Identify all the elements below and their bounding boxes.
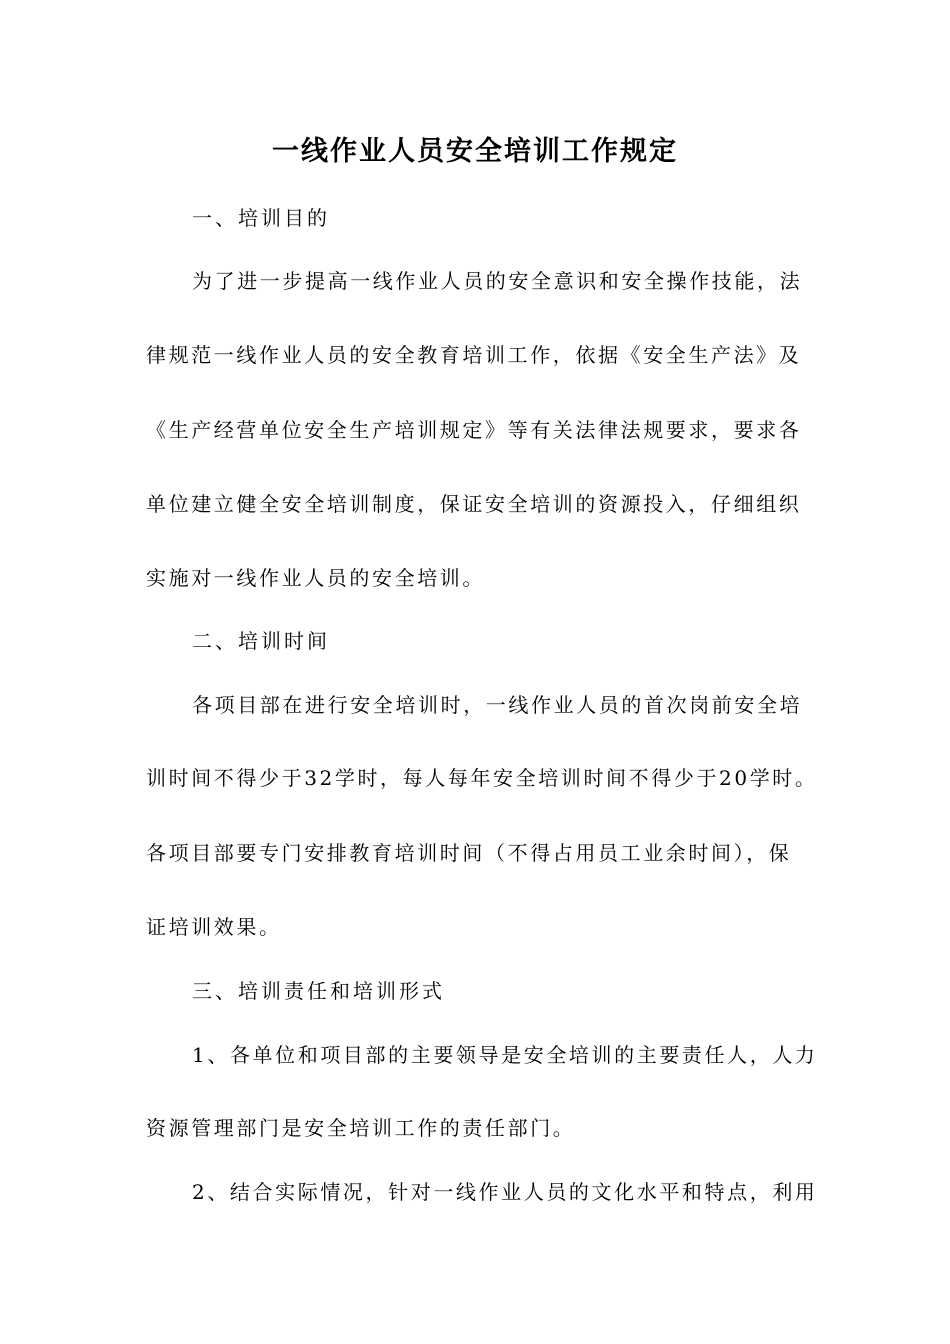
paragraph-line: 资源管理部门是安全培训工作的责任部门。 [146,1116,576,1140]
paragraph-line: 《生产经营单位安全生产培训规定》等有关法律法规要求，要求各 [146,418,802,442]
section-heading-responsibility: 三、培训责任和培训形式 [192,979,445,1003]
paragraph-line: 单位建立健全安全培训制度，保证安全培训的资源投入，仔细组织 [146,492,802,516]
document-title: 一线作业人员安全培训工作规定 [272,136,678,167]
paragraph-line: 训时间不得少于32学时，每人每年安全培训时间不得少于20学时。 [146,766,818,790]
section-heading-purpose: 一、培训目的 [192,206,330,230]
paragraph-line: 2、结合实际情况，针对一线作业人员的文化水平和特点，利用 [192,1180,818,1204]
paragraph-line: 各项目部要专门安排教育培训时间（不得占用员工业余时间），保 [146,841,792,865]
paragraph-line: 各项目部在进行安全培训时，一线作业人员的首次岗前安全培 [192,693,803,717]
paragraph-line: 实施对一线作业人员的安全培训。 [146,566,485,590]
paragraph-line: 律规范一线作业人员的安全教育培训工作，依据《安全生产法》及 [146,343,802,367]
paragraph-line: 为了进一步提高一线作业人员的安全意识和安全操作技能，法 [192,269,803,293]
section-heading-time: 二、培训时间 [192,629,330,653]
paragraph-line: 证培训效果。 [146,915,282,939]
paragraph-line: 1、各单位和项目部的主要领导是安全培训的主要责任人，人力 [192,1043,818,1067]
